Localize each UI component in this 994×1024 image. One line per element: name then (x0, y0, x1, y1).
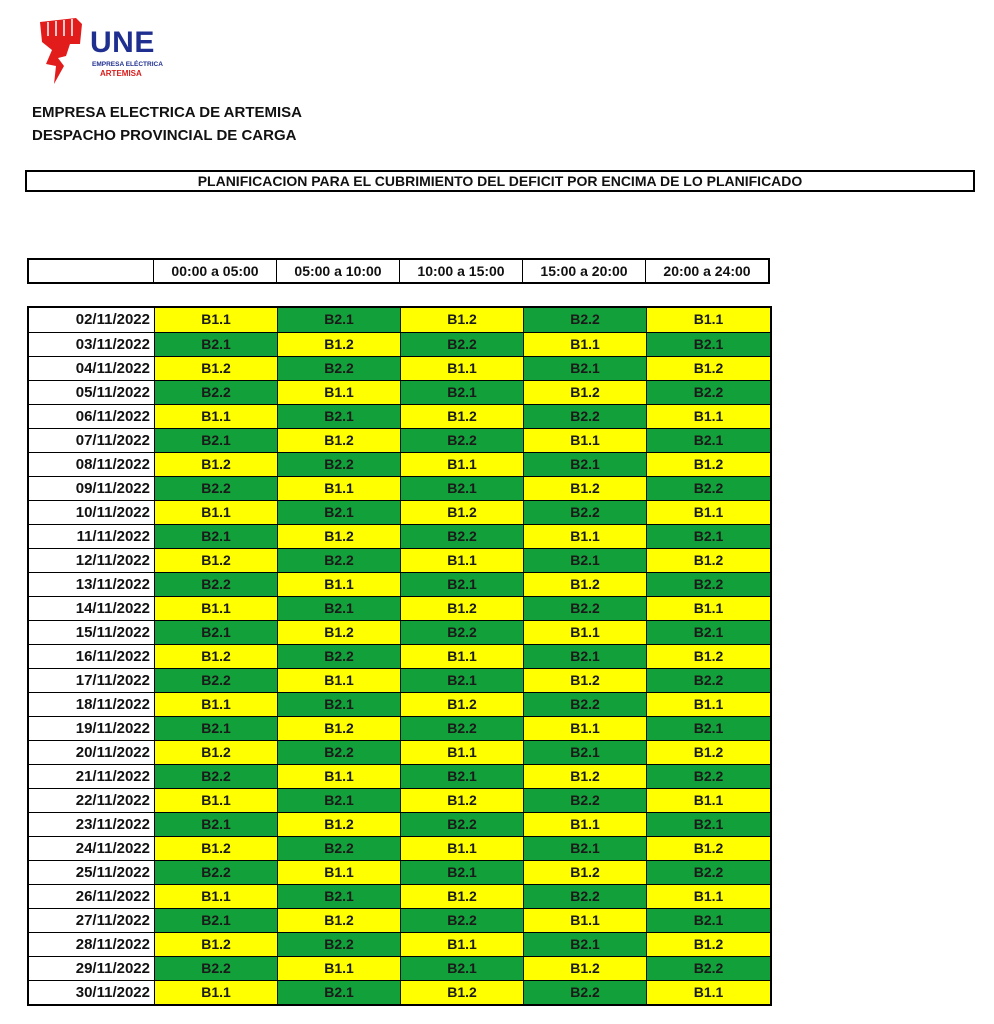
block-cell: B2.2 (278, 933, 401, 956)
table-row (29, 356, 770, 380)
block-cell: B2.2 (647, 573, 770, 596)
block-cell: B1.2 (524, 669, 647, 692)
table-row (29, 452, 770, 476)
block-cell: B2.1 (155, 525, 278, 548)
block-cell: B2.1 (155, 813, 278, 836)
block-cell: B1.2 (647, 357, 770, 380)
block-cell: B1.1 (155, 405, 278, 428)
table-row (29, 908, 770, 932)
block-cell: B2.1 (278, 885, 401, 908)
block-cell: B1.1 (155, 501, 278, 524)
header-blank-cell (29, 260, 153, 282)
table-row (29, 380, 770, 404)
date-cell: 11/11/2022 (29, 525, 155, 548)
block-cell: B1.2 (647, 741, 770, 764)
block-cell: B1.2 (278, 717, 401, 740)
logo-region: ARTEMISA (100, 69, 142, 78)
block-cell: B2.1 (155, 429, 278, 452)
block-cell: B1.1 (278, 861, 401, 884)
block-cell: B2.1 (524, 453, 647, 476)
date-cell: 14/11/2022 (29, 597, 155, 620)
block-cell: B1.1 (278, 477, 401, 500)
block-cell: B1.1 (524, 813, 647, 836)
block-cell: B1.2 (647, 837, 770, 860)
block-cell: B2.1 (155, 717, 278, 740)
block-cell: B2.1 (155, 333, 278, 356)
block-cell: B2.2 (278, 549, 401, 572)
block-cell: B2.1 (524, 357, 647, 380)
table-row (29, 860, 770, 884)
block-cell: B1.2 (524, 957, 647, 980)
block-cell: B2.2 (524, 885, 647, 908)
block-cell: B2.2 (401, 621, 524, 644)
date-cell: 08/11/2022 (29, 453, 155, 476)
company-name: EMPRESA ELECTRICA DE ARTEMISA (32, 104, 303, 121)
block-cell: B1.1 (647, 885, 770, 908)
block-cell: B1.2 (401, 885, 524, 908)
block-cell: B2.1 (278, 981, 401, 1004)
block-cell: B2.1 (647, 717, 770, 740)
block-cell: B1.1 (524, 429, 647, 452)
date-cell: 09/11/2022 (29, 477, 155, 500)
block-cell: B1.2 (155, 453, 278, 476)
schedule-table (27, 306, 772, 1006)
block-cell: B2.1 (647, 909, 770, 932)
block-cell: B1.2 (155, 741, 278, 764)
block-cell: B1.2 (647, 549, 770, 572)
block-cell: B1.2 (524, 765, 647, 788)
date-cell: 03/11/2022 (29, 333, 155, 356)
date-cell: 15/11/2022 (29, 621, 155, 644)
block-cell: B1.2 (401, 405, 524, 428)
block-cell: B1.1 (524, 909, 647, 932)
block-cell: B1.2 (401, 501, 524, 524)
block-cell: B1.2 (401, 597, 524, 620)
block-cell: B1.2 (524, 573, 647, 596)
block-cell: B1.2 (647, 645, 770, 668)
date-cell: 02/11/2022 (29, 308, 155, 332)
time-slot-header-cell: 10:00 a 15:00 (399, 260, 522, 282)
block-cell: B1.1 (401, 837, 524, 860)
company-department: DESPACHO PROVINCIAL DE CARGA (32, 127, 297, 144)
block-cell: B1.1 (647, 501, 770, 524)
block-cell: B2.2 (155, 381, 278, 404)
table-row (29, 428, 770, 452)
block-cell: B2.2 (524, 693, 647, 716)
table-row (29, 476, 770, 500)
une-logo (36, 14, 176, 86)
block-cell: B2.2 (647, 957, 770, 980)
block-cell: B1.1 (647, 789, 770, 812)
block-cell: B2.1 (278, 789, 401, 812)
block-cell: B1.1 (278, 765, 401, 788)
table-row (29, 956, 770, 980)
block-cell: B1.1 (524, 717, 647, 740)
table-row (29, 404, 770, 428)
block-cell: B1.2 (524, 477, 647, 500)
block-cell: B2.1 (278, 405, 401, 428)
block-cell: B1.2 (155, 357, 278, 380)
block-cell: B2.2 (401, 813, 524, 836)
block-cell: B1.2 (401, 693, 524, 716)
block-cell: B2.1 (647, 333, 770, 356)
block-cell: B1.2 (278, 813, 401, 836)
block-cell: B2.1 (647, 813, 770, 836)
date-cell: 19/11/2022 (29, 717, 155, 740)
block-cell: B2.2 (647, 477, 770, 500)
table-row (29, 692, 770, 716)
date-cell: 16/11/2022 (29, 645, 155, 668)
block-cell: B2.2 (647, 765, 770, 788)
block-cell: B2.1 (401, 669, 524, 692)
block-cell: B1.2 (278, 525, 401, 548)
table-row (29, 332, 770, 356)
date-cell: 10/11/2022 (29, 501, 155, 524)
block-cell: B2.1 (524, 837, 647, 860)
block-cell: B2.1 (278, 308, 401, 332)
table-row (29, 884, 770, 908)
block-cell: B2.1 (647, 621, 770, 644)
date-cell: 04/11/2022 (29, 357, 155, 380)
block-cell: B2.2 (155, 765, 278, 788)
block-cell: B2.1 (278, 501, 401, 524)
table-row (29, 596, 770, 620)
block-cell: B1.1 (155, 308, 278, 332)
table-row (29, 548, 770, 572)
date-cell: 29/11/2022 (29, 957, 155, 980)
block-cell: B2.2 (647, 381, 770, 404)
date-cell: 27/11/2022 (29, 909, 155, 932)
document-title: PLANIFICACION PARA EL CUBRIMIENTO DEL DEFICIT POR ENCIMA DE LO PLANIFICADO (25, 170, 975, 192)
block-cell: B2.2 (278, 453, 401, 476)
block-cell: B1.2 (647, 453, 770, 476)
block-cell: B2.1 (524, 549, 647, 572)
block-cell: B2.1 (401, 861, 524, 884)
table-row (29, 620, 770, 644)
table-row (29, 812, 770, 836)
table-row (29, 788, 770, 812)
block-cell: B2.2 (401, 525, 524, 548)
block-cell: B1.2 (401, 308, 524, 332)
block-cell: B2.2 (401, 429, 524, 452)
block-cell: B2.2 (401, 717, 524, 740)
block-cell: B1.2 (524, 381, 647, 404)
time-slot-header-cell: 00:00 a 05:00 (153, 260, 276, 282)
block-cell: B1.1 (278, 957, 401, 980)
date-cell: 28/11/2022 (29, 933, 155, 956)
date-cell: 30/11/2022 (29, 981, 155, 1004)
block-cell: B1.1 (278, 669, 401, 692)
time-slot-header-cell: 05:00 a 10:00 (276, 260, 399, 282)
block-cell: B2.2 (278, 357, 401, 380)
block-cell: B1.2 (401, 789, 524, 812)
date-cell: 12/11/2022 (29, 549, 155, 572)
fist-lightning-icon (36, 14, 88, 86)
block-cell: B2.2 (155, 669, 278, 692)
block-cell: B1.1 (155, 789, 278, 812)
block-cell: B1.1 (401, 645, 524, 668)
table-row (29, 308, 770, 332)
date-cell: 22/11/2022 (29, 789, 155, 812)
time-slot-header-cell: 15:00 a 20:00 (522, 260, 645, 282)
block-cell: B1.1 (155, 693, 278, 716)
block-cell: B2.1 (278, 693, 401, 716)
block-cell: B2.2 (278, 645, 401, 668)
table-row (29, 716, 770, 740)
block-cell: B2.2 (401, 909, 524, 932)
block-cell: B1.1 (401, 741, 524, 764)
block-cell: B2.2 (278, 741, 401, 764)
block-cell: B1.1 (647, 981, 770, 1004)
company-block (32, 101, 302, 147)
block-cell: B2.2 (647, 669, 770, 692)
block-cell: B1.2 (155, 549, 278, 572)
table-row (29, 836, 770, 860)
block-cell: B2.1 (647, 429, 770, 452)
block-cell: B2.2 (401, 333, 524, 356)
block-cell: B2.2 (155, 861, 278, 884)
block-cell: B2.2 (155, 477, 278, 500)
block-cell: B1.1 (401, 357, 524, 380)
block-cell: B2.1 (524, 933, 647, 956)
logo-subtitle: EMPRESA ELÉCTRICA (92, 61, 163, 68)
block-cell: B1.1 (647, 405, 770, 428)
table-row (29, 980, 770, 1004)
block-cell: B2.2 (524, 308, 647, 332)
table-row (29, 932, 770, 956)
block-cell: B1.1 (647, 597, 770, 620)
table-row (29, 740, 770, 764)
date-cell: 17/11/2022 (29, 669, 155, 692)
block-cell: B1.1 (278, 381, 401, 404)
block-cell: B2.2 (278, 837, 401, 860)
date-cell: 21/11/2022 (29, 765, 155, 788)
date-cell: 06/11/2022 (29, 405, 155, 428)
block-cell: B2.1 (155, 909, 278, 932)
block-cell: B1.1 (647, 308, 770, 332)
date-cell: 23/11/2022 (29, 813, 155, 836)
table-row (29, 500, 770, 524)
logo-title: UNE (90, 26, 155, 59)
block-cell: B2.1 (401, 477, 524, 500)
block-cell: B1.1 (401, 549, 524, 572)
block-cell: B1.2 (278, 429, 401, 452)
block-cell: B2.1 (524, 741, 647, 764)
block-cell: B1.1 (155, 597, 278, 620)
block-cell: B2.1 (278, 597, 401, 620)
block-cell: B2.1 (524, 645, 647, 668)
block-cell: B1.2 (278, 909, 401, 932)
block-cell: B2.2 (155, 957, 278, 980)
block-cell: B2.1 (401, 381, 524, 404)
block-cell: B1.2 (524, 861, 647, 884)
date-cell: 18/11/2022 (29, 693, 155, 716)
block-cell: B1.1 (524, 621, 647, 644)
time-slot-header (27, 258, 770, 284)
block-cell: B1.1 (278, 573, 401, 596)
block-cell: B1.1 (155, 981, 278, 1004)
block-cell: B1.1 (401, 933, 524, 956)
date-cell: 05/11/2022 (29, 381, 155, 404)
block-cell: B1.2 (278, 333, 401, 356)
date-cell: 20/11/2022 (29, 741, 155, 764)
block-cell: B2.2 (524, 405, 647, 428)
block-cell: B2.1 (155, 621, 278, 644)
block-cell: B2.2 (524, 789, 647, 812)
table-row (29, 572, 770, 596)
table-row (29, 524, 770, 548)
block-cell: B2.2 (155, 573, 278, 596)
block-cell: B1.1 (524, 333, 647, 356)
block-cell: B2.1 (401, 765, 524, 788)
block-cell: B2.2 (524, 597, 647, 620)
date-cell: 25/11/2022 (29, 861, 155, 884)
block-cell: B2.2 (524, 501, 647, 524)
date-cell: 13/11/2022 (29, 573, 155, 596)
table-row (29, 764, 770, 788)
block-cell: B2.1 (401, 573, 524, 596)
block-cell: B2.1 (647, 525, 770, 548)
block-cell: B2.2 (647, 861, 770, 884)
block-cell: B1.2 (401, 981, 524, 1004)
date-cell: 26/11/2022 (29, 885, 155, 908)
table-row (29, 668, 770, 692)
block-cell: B1.2 (155, 645, 278, 668)
date-cell: 07/11/2022 (29, 429, 155, 452)
block-cell: B1.1 (524, 525, 647, 548)
time-slot-header-cell: 20:00 a 24:00 (645, 260, 768, 282)
block-cell: B1.1 (155, 885, 278, 908)
date-cell: 24/11/2022 (29, 837, 155, 860)
block-cell: B1.1 (401, 453, 524, 476)
block-cell: B1.2 (155, 933, 278, 956)
block-cell: B2.1 (401, 957, 524, 980)
table-row (29, 644, 770, 668)
block-cell: B1.2 (155, 837, 278, 860)
block-cell: B1.2 (278, 621, 401, 644)
block-cell: B2.2 (524, 981, 647, 1004)
block-cell: B1.1 (647, 693, 770, 716)
block-cell: B1.2 (647, 933, 770, 956)
